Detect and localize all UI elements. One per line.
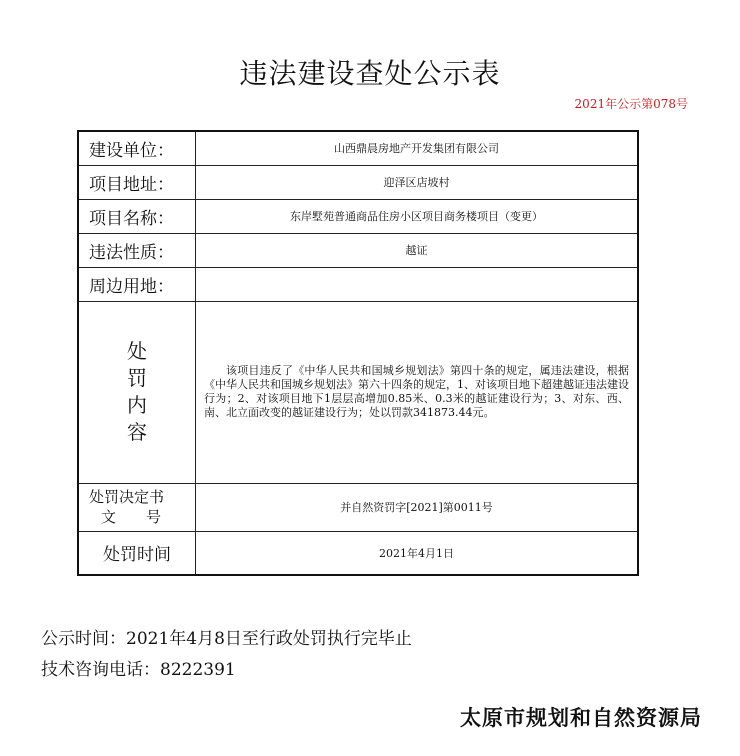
surrounding-land-label: 周边用地：	[78, 267, 196, 301]
address-value: 迎泽区店坡村	[196, 165, 639, 199]
project-name-value: 东岸墅苑普通商品住房小区项目商务楼项目（变更）	[196, 199, 639, 233]
table-row	[78, 483, 638, 531]
penalty-time-value: 2021年4月1日	[196, 531, 639, 575]
penalty-label-char: 罚	[127, 366, 147, 390]
table-row	[78, 267, 638, 301]
table-row	[78, 301, 638, 483]
penalty-label-char: 处	[127, 339, 147, 363]
penalty-content-label	[78, 301, 196, 483]
project-name-label: 项目名称：	[78, 199, 196, 233]
publicity-period: 公示时间：2021年4月8日至行政处罚执行完毕止	[41, 629, 412, 649]
table-row	[78, 233, 638, 267]
unit-value: 山西鼎晨房地产开发集团有限公司	[196, 131, 639, 165]
document-number: 2021年公示第078号	[574, 97, 688, 111]
violation-nature-value: 越证	[196, 233, 639, 267]
page-title: 违法建设查处公示表	[239, 57, 501, 90]
table-row	[78, 199, 638, 233]
decision-label-line1: 处罚决定书	[89, 488, 165, 506]
table-row	[78, 531, 638, 575]
unit-label: 建设单位：	[78, 131, 196, 165]
table-row	[78, 131, 638, 165]
penalty-label-char: 容	[127, 420, 147, 444]
issuing-agency: 太原市规划和自然资源局	[460, 706, 702, 730]
decision-label-line2: 文号	[101, 508, 192, 526]
table-row	[78, 165, 638, 199]
notice-table	[77, 130, 639, 576]
address-label: 项目地址：	[78, 165, 196, 199]
consultation-phone: 技术咨询电话：8222391	[41, 660, 236, 680]
penalty-time-label: 处罚时间	[78, 531, 196, 575]
surrounding-land-value	[196, 267, 639, 301]
decision-number-value: 并自然资罚字[2021]第0011号	[196, 483, 639, 531]
penalty-content-text: 该项目违反了《中华人民共和国城乡规划法》第四十条的规定，属违法建设，根据《中华人民共和国城乡规划法》第六十四条的规定，1、对该项目地下超建越证违法建设行为；2、对该项目地下1层层高增加0.85米、0.3米的越证建设行为；3、对东、西、南、北立面改变的越证建设行为；处以罚款341873.44元。	[196, 301, 639, 483]
decision-number-label	[78, 483, 196, 531]
penalty-label-char: 内	[127, 393, 147, 417]
violation-nature-label: 违法性质：	[78, 233, 196, 267]
